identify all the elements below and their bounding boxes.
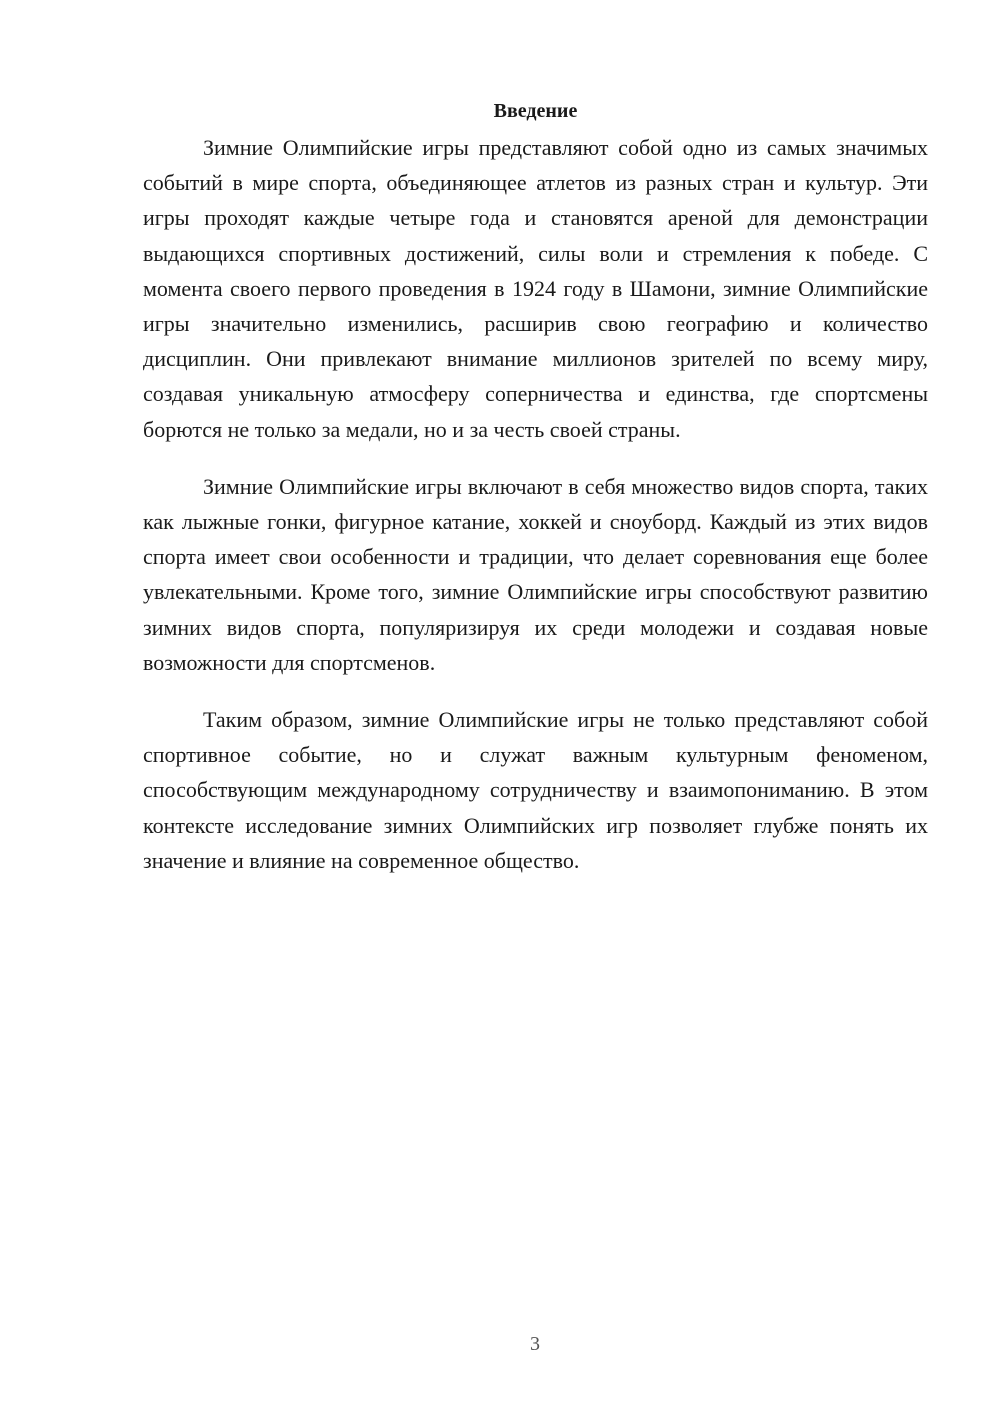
paragraph-1: Зимние Олимпийские игры представляют собой одно из самых значимых событий в мире спорта, объединяющее атлетов из разных стран и культур. Эти игры проходят каждые четыре года и становятся ареной для демонстрации выдающихся спортивных достижений, силы воли и стремления к победе. С момента своего первого проведения в 1924 году в Шамони, зимние Олимпийские игры значительно изменились, расширив свою географию и количество дисциплин. Они привлекают внимание миллионов зрителей по всему миру, создавая уникальную атмосферу соперничества и единства, где спортсмены борются не только за медали, но и за честь своей страны.: [143, 135, 928, 442]
page-number: 3: [530, 1333, 540, 1355]
paragraph-3: Таким образом, зимние Олимпийские игры не только представляют собой спортивное событие, но и служат важным культурным феноменом, способствующим международному сотрудничеству и взаимопониманию. В этом контексте исследование зимних Олимпийских игр позволяет глубже понять их значение и влияние на современное общество.: [143, 707, 928, 873]
section-heading: Введение: [493, 100, 578, 122]
paragraph-2: Зимние Олимпийские игры включают в себя множество видов спорта, таких как лыжные гонки, фигурное катание, хоккей и сноуборд. Каждый из этих видов спорта имеет свои особенности и традиции, что делает соревнования еще более увлекательными. Кроме того, зимние Олимпийские игры способствуют развитию зимних видов спорта, популяризируя их среди молодежи и создавая новые возможности для спортсменов.: [143, 473, 928, 675]
page-content: [143, 96, 928, 900]
